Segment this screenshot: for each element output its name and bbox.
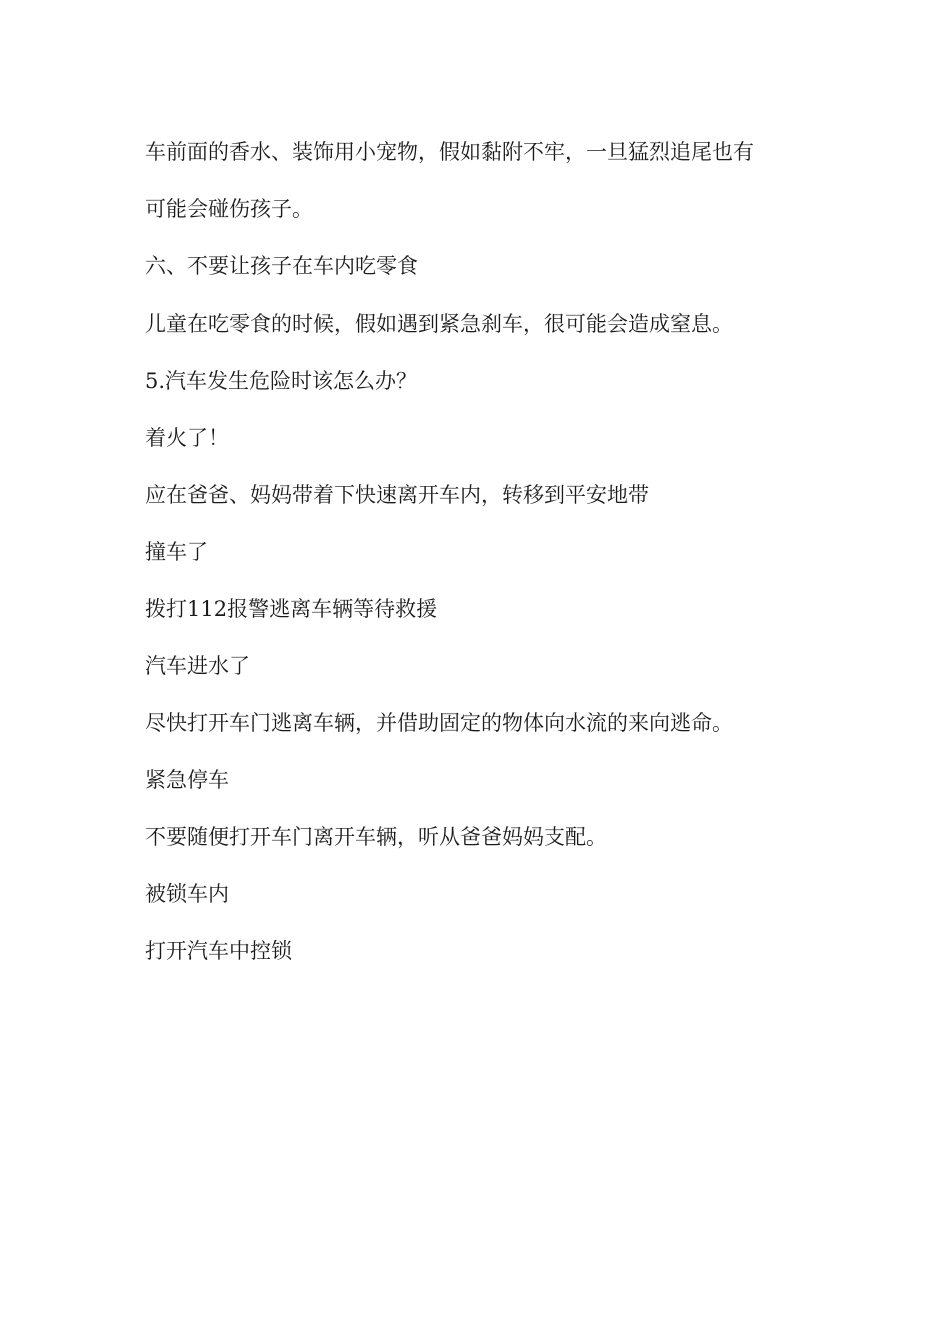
subheading: 紧急停车: [145, 768, 229, 792]
paragraph-line: 应在爸爸、妈妈带着下快速离开车内，转移到平安地带: [145, 483, 649, 507]
paragraph-line: 不要随便打开车门离开车辆，听从爸爸妈妈支配。: [145, 825, 607, 849]
subheading: 撞车了: [145, 540, 208, 564]
paragraph-line: 尽快打开车门逃离车辆，并借助固定的物体向水流的来向逃命。: [145, 711, 733, 735]
section-heading: 六、不要让孩子在车内吃零食: [145, 254, 418, 278]
paragraph-line: 拨打112报警逃离车辆等待救援: [145, 597, 438, 621]
paragraph-line: 儿童在吃零食的时候，假如遇到紧急刹车，很可能会造成窒息。: [145, 312, 733, 336]
subheading: 着火了！: [145, 426, 229, 450]
subheading: 被锁车内: [145, 882, 229, 906]
paragraph-line: 可能会碰伤孩子。: [145, 197, 313, 221]
section-heading: 5.汽车发生危险时该怎么办？: [145, 369, 418, 393]
paragraph-line: 打开汽车中控锁: [145, 939, 292, 963]
subheading: 汽车进水了: [145, 654, 250, 678]
paragraph-line: 车前面的香水、装饰用小宠物，假如黏附不牢，一旦猛烈追尾也有: [145, 140, 754, 164]
